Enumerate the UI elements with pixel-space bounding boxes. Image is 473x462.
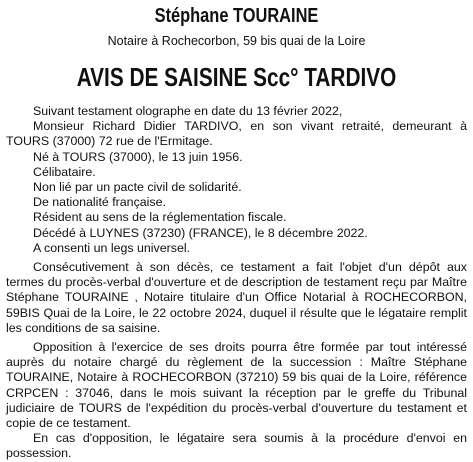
notice-line: Monsieur Richard Didier TARDIVO, en son vivant retraité, demeurant à TOURS (37000) 72 rue de l'Ermitage.	[6, 119, 467, 149]
notice-body	[6, 104, 467, 462]
notice-line: Décédé à LUYNES (37230) (FRANCE), le 8 décembre 2022.	[33, 225, 368, 240]
notice-line: Non lié par un pacte civil de solidarité.	[33, 180, 242, 195]
notary-address: Notaire à Rochecorbon, 59 bis quai de la Loire	[107, 34, 366, 48]
notice-title: AVIS DE SAISINE Scc° TARDIVO	[76, 62, 397, 92]
notice-line: Résident au sens de la réglementation fiscale.	[33, 210, 287, 225]
notice-line: Né à TOURS (37000), le 13 juin 1956.	[33, 149, 243, 164]
notice-line: De nationalité française.	[33, 195, 166, 210]
notice-paragraph: Consécutivement à son décès, ce testament a fait l'objet d'un dépôt aux termes du procès-verbal d'ouverture et de description de testament reçu par Maître Stéphane TOURAINE , Notaire titulaire d'un Office Notarial à ROCHECORBON, 59BIS Quai de la Loire, le 22 octobre 2024, duquel il résulte que le légataire remplit les conditions de sa saisine.	[6, 260, 467, 335]
notice-line: Célibataire.	[33, 164, 96, 179]
notice-paragraph: Opposition à l'exercice de ses droits pourra être formée par tout intéressé auprès du notaire chargé du règlement de la succession : Maître Stéphane TOURAINE, Notaire à ROCHECORBON (37210) 59 bis quai de la Loire, référence CRPCEN : 37046, dans le mois suivant la réception par le greffe du Tribunal judiciaire de TOURS de l'expédition du procès-verbal d'ouverture du testament et copie de ce testament.	[6, 340, 467, 431]
notary-name: Stéphane TOURAINE	[154, 5, 319, 27]
notice-paragraph: En cas d'opposition, le légataire sera soumis à la procédure d'envoi en possession.	[6, 431, 467, 461]
notice-line: Suivant testament olographe en date du 13 février 2022,	[33, 104, 343, 118]
notice-line: A consenti un legs universel.	[33, 240, 191, 255]
